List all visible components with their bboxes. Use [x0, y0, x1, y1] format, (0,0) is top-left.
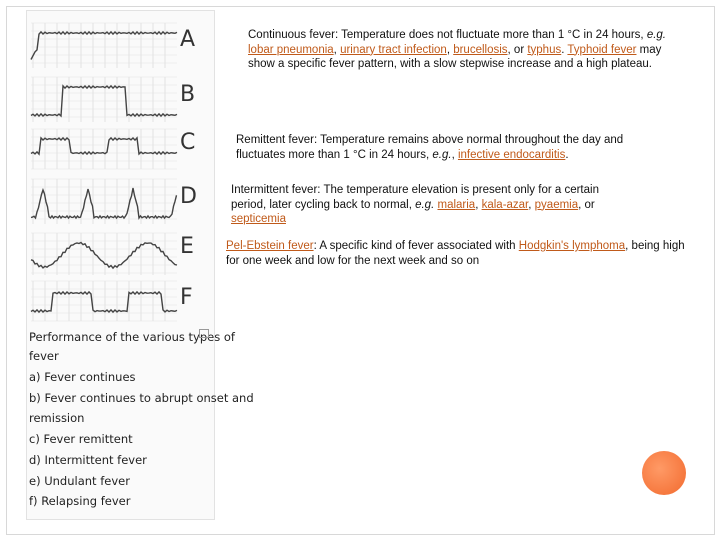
caption-item: b) Fever continues to abrupt onset and: [29, 391, 254, 405]
text: Remittent fever: Temperature remains above normal throughout the day and fluctuates more than 1 °C in 24 hours,: [236, 134, 624, 161]
letter-e: E: [180, 234, 194, 259]
text: , or: [507, 43, 528, 56]
letter-d: D: [180, 184, 197, 209]
text: : A specific kind of fever associated with: [313, 240, 519, 252]
text: e.g.: [415, 198, 435, 211]
accent-circle: [642, 451, 686, 495]
letter-c: C: [180, 130, 196, 155]
link-lobar-pneumonia[interactable]: lobar pneumonia: [248, 43, 334, 56]
link-urinary-tract-infection[interactable]: urinary tract infection: [340, 43, 447, 56]
remittent-fever-paragraph: [236, 133, 666, 162]
text: .: [565, 148, 569, 161]
panel-grid: [31, 233, 177, 275]
link-typhoid-fever[interactable]: Typhoid fever: [567, 43, 637, 56]
link-brucellosis[interactable]: brucellosis: [453, 43, 508, 56]
intermittent-fever-paragraph: [231, 183, 631, 227]
text: ,: [446, 43, 454, 56]
panel-grid: [31, 23, 177, 68]
caption-item: d) Intermittent fever: [29, 453, 147, 467]
letter-b: B: [180, 82, 196, 107]
text: ,: [451, 148, 458, 161]
text: e.g.: [432, 148, 452, 161]
fever-curves-drawing: [27, 11, 214, 326]
curve-a: [31, 32, 177, 60]
text: .: [561, 43, 568, 56]
text: Intermittent fever: The temperature elevation is present only for a certain period, later cycling back to normal,: [231, 184, 599, 211]
link-infective-endocarditis[interactable]: infective endocarditis: [457, 148, 566, 161]
link-pel-ebstein-fever[interactable]: Pel-Ebstein fever: [226, 240, 314, 252]
pel-ebstein-fever-paragraph: [226, 239, 696, 268]
caption-item: remission: [29, 411, 85, 425]
caption-title-line1: Performance of the various types of: [29, 330, 235, 344]
link-hodgkins-lymphoma[interactable]: Hodgkin's lymphoma: [518, 240, 626, 252]
text: ,: [528, 198, 535, 211]
letter-a: A: [180, 27, 196, 52]
link-septicemia[interactable]: septicemia: [231, 213, 286, 225]
curve-c: [31, 138, 177, 154]
caption-item: a) Fever continues: [29, 370, 136, 384]
text: , being high for one week and low for the next week and so on: [226, 240, 685, 267]
caption-title-line2: fever: [29, 349, 59, 363]
caption-item: e) Undulant fever: [29, 474, 130, 488]
link-typhus[interactable]: typhus: [527, 43, 562, 56]
caption-item: f) Relapsing fever: [29, 494, 131, 508]
text: e.g.: [646, 29, 666, 41]
text: may show a specific fever pattern, with a slow stepwise increase and a high plateau.: [248, 43, 662, 70]
letter-f: F: [180, 285, 193, 310]
text: ,: [333, 43, 341, 56]
link-kala-azar[interactable]: kala-azar: [481, 198, 529, 211]
text: Continuous fever: Temperature does not fluctuate more than 1 °C in 24 hours,: [248, 29, 647, 41]
panel-grid: [31, 281, 177, 321]
caption-item: c) Fever remittent: [29, 432, 133, 446]
text: , or: [578, 198, 595, 211]
panel-grid: [31, 129, 177, 169]
curve-e: [31, 243, 177, 269]
link-pyaemia[interactable]: pyaemia: [534, 198, 579, 211]
text: ,: [475, 198, 482, 211]
enlarge-icon[interactable]: [199, 329, 209, 338]
link-malaria[interactable]: malaria: [437, 198, 476, 211]
curve-f: [31, 292, 177, 312]
continuous-fever-paragraph: [248, 28, 688, 72]
